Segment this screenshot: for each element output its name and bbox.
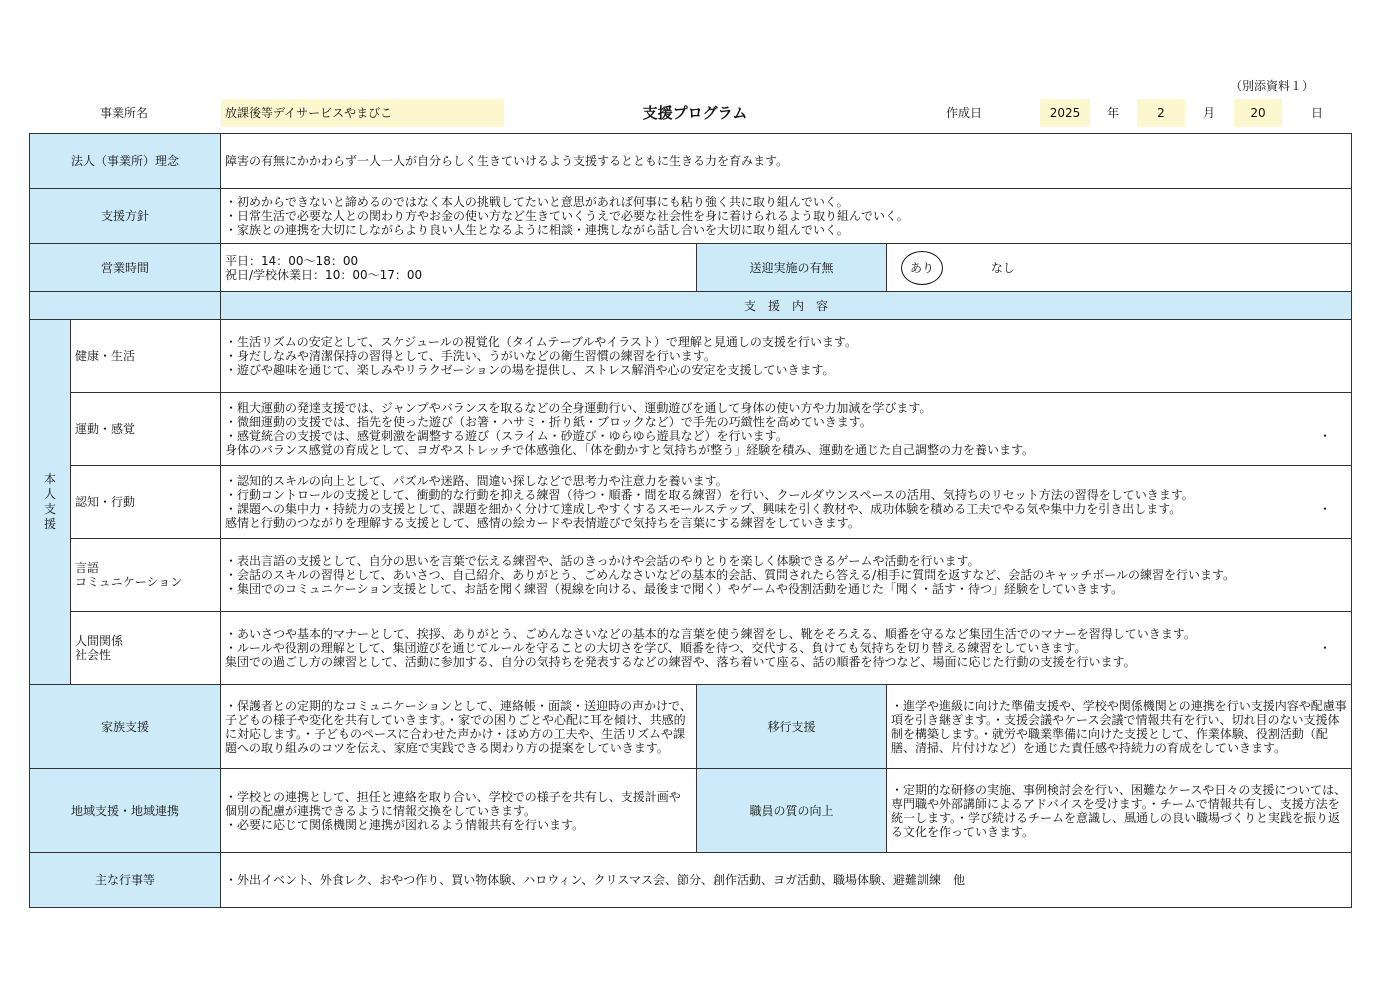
transport-options (887, 244, 1352, 292)
hours-holiday: 祝日/学校休業日：10：00～17：00 (225, 267, 423, 282)
events-label: 主な行事等 (30, 853, 221, 908)
social-text[interactable] (221, 612, 1352, 685)
health-label: 健康・生活 (71, 320, 221, 393)
day-field[interactable]: 20 (1234, 99, 1282, 127)
motor-text[interactable] (221, 393, 1352, 466)
language-text[interactable] (221, 539, 1352, 612)
events-row (30, 853, 1352, 908)
events-text[interactable]: ・外出イベント、外食レク、おやつ作り、買い物体験、ハロウィン、クリスマス会、節分、創作活動、ヨガ活動、職場体験、避難訓練 他 (221, 853, 1352, 908)
motor-line: ・粗大運動の発達支援では、ジャンプやバランスを取るなどの全身運動行い、運動遊びを通して身体の使い方や力加減を学びます。 (225, 401, 932, 415)
policy-row (30, 189, 1352, 244)
language-line: ・表出言語の支援として、自分の思いを言葉で伝える練習や、話のきっかけや会話のやりとりを楽しく体験できるゲームや活動を行います。 (225, 554, 980, 568)
staff-text[interactable]: ・定期的な研修の実施、事例検討会を行い、困難なケースや日々の支援については、専門職や外部講師によるアドバイスを受けます。・チームで情報共有し、支援方法を統一します。・学び続けるチームを意識し、風通しの良い職場づくりと実践を振り返る文化を作っていきます。 (887, 769, 1352, 853)
community-text[interactable] (221, 769, 697, 853)
cognition-line: 感情と行動のつながりを理解する支援として、感情の絵カードや表情遊びで気持ちを言葉にする練習をしていきます。 (225, 516, 860, 530)
month-field[interactable]: 2 (1137, 99, 1185, 127)
office-name-field[interactable]: 放課後等デイサービスやまびこ (221, 99, 504, 127)
hours-text[interactable] (221, 244, 697, 292)
personal-row-language (30, 539, 1352, 612)
personal-row-health (30, 320, 1352, 393)
community-line: ・学校との連携として、担任と連絡を取り合い、学校での様子を共有し、支援計画や個別の配慮が連携できるように情報交換をしていきます。 (225, 789, 681, 818)
health-line: ・身だしなみや清潔保持の習得として、手洗い、うがいなどの衛生習慣の練習を行います。 (225, 349, 716, 363)
transition-text[interactable]: ・進学や進級に向けた準備支援や、学校や関係機関との連携を行い支援内容や配慮事項を引き継ぎます。・支援会議やケース会議で情報共有を行い、切れ目のない支援体制を構築します。・就労や職業準備に向けた支援として、作業体験、役割活動（配膳、清掃、片付けなど）を通じた責任感や持続力の育成をしていきます。 (887, 685, 1352, 769)
year-unit: 年 (1107, 106, 1120, 120)
support-content-blank (30, 292, 221, 320)
staff-label: 職員の質の向上 (697, 769, 887, 853)
motor-line: ・感覚統合の支援では、感覚刺激を調整する遊び（スライム・砂遊び・ゆらゆら遊具など）を行います。 (225, 429, 788, 443)
community-staff-row (30, 769, 1352, 853)
social-line: ・あいさつや基本的マナーとして、挨拶、ありがとう、ごめんなさいなどの基本的な言葉を使う練習をし、靴をそろえる、順番を守るなど集団生活でのマナーを習得していきます。 (225, 627, 1196, 641)
community-line: ・必要に応じて関係機関と連携が図れるよう情報共有を行います。 (225, 817, 585, 832)
bullet-mark: ・ (1319, 641, 1332, 655)
hours-row (30, 244, 1352, 292)
cognition-label: 認知・行動 (71, 466, 221, 539)
policy-text[interactable] (221, 189, 1352, 244)
family-text[interactable]: ・保護者との定期的なコミュニケーションとして、連絡帳・面談・送迎時の声かけで、子どもの様子や変化を共有していきます。・家での困りごとや心配に耳を傾け、共感的に対応します。・子どものペースに合わせた声かけ・ほめ方の工夫や、生活リズムや課題への取り組みのコツを伝え、家庭で実践できる関わり方の提案をしていきます。 (221, 685, 697, 769)
personal-support-label (30, 320, 71, 685)
health-line: ・生活リズムの安定として、スケジュールの視覚化（タイムテーブルやイラスト）で理解と見通しの支援を行います。 (225, 335, 857, 349)
social-label-line: 社会性 (75, 648, 112, 662)
family-label: 家族支援 (30, 685, 221, 769)
motor-label: 運動・感覚 (71, 393, 221, 466)
language-label-line: コミュニケーション (75, 575, 183, 589)
transport-yes-option[interactable]: あり (901, 251, 943, 285)
motor-line: ・微細運動の支援では、指先を使った遊び（お箸・ハサミ・折り紙・ブロックなど）で手先の巧緻性を高めていきます。 (225, 415, 872, 429)
social-line: ・ルールや役割の理解として、集団遊びを通じてルールを守ることの大切さを学び、順番を待つ、交代する、負けても気持ちを切り替える練習をしていきます。 (225, 641, 1087, 655)
support-content-header-row (30, 292, 1352, 320)
language-label (71, 539, 221, 612)
transport-label: 送迎実施の有無 (697, 244, 887, 292)
family-transition-row (30, 685, 1352, 769)
language-line: ・会話のスキルの習得として、あいさつ、自己紹介、ありがとう、ごめんなさいなどの基本的会話、質問されたら答える/相手に質問を返すなど、会話のキャッチボールの練習を行います。 (225, 568, 1236, 582)
language-label-line: 言語 (75, 561, 100, 575)
policy-line: ・初めからできないと諦めるのではなく本人の挑戦してたいと意思があれば何事にも粘り強く共に取り組んでいく。 (225, 195, 849, 209)
social-label (71, 612, 221, 685)
hours-label: 営業時間 (30, 244, 221, 292)
personal-row-social (30, 612, 1352, 685)
social-line: 集団での過ごし方の練習として、活動に参加する、自分の気持ちを発表するなどの練習や、落ち着いて座る、話の順番を待つなど、場面に応じた行動の支援を行います。 (225, 655, 1136, 669)
community-label: 地域支援・地域連携 (30, 769, 221, 853)
health-text[interactable] (221, 320, 1352, 393)
hours-weekday: 平日：14：00～18：00 (225, 253, 359, 268)
support-content-header: 支 援 内 容 (221, 292, 1352, 320)
created-date-label: 作成日 (946, 106, 983, 120)
office-label: 事業所名 (100, 106, 149, 120)
personal-row-cognition (30, 466, 1352, 539)
year-field[interactable]: 2025 (1040, 99, 1090, 127)
health-line: ・遊びや趣味を通じて、楽しみやリラクゼーションの場を提供し、ストレス解消や心の安定を支援していきます。 (225, 363, 835, 377)
personal-support-label-text: 本人支援 (43, 472, 56, 531)
appendix-label: （別添資料１） (1230, 79, 1315, 93)
bullet-mark: ・ (1319, 429, 1332, 443)
transport-no-option[interactable]: なし (990, 260, 1015, 275)
day-unit: 日 (1311, 106, 1324, 120)
page-title: 支援プログラム (642, 104, 748, 122)
social-label-line: 人間関係 (75, 634, 124, 648)
philosophy-text[interactable]: 障害の有無にかかわらず一人一人が自分らしく生きていけるよう支援するとともに生きる力を育みます。 (221, 134, 1352, 189)
policy-line: ・日常生活で必要な人との関わり方やお金の使い方など生きていくうえで必要な社会性を身に着けられるよう取り組んでいく。 (225, 209, 909, 223)
cognition-line: ・認知的スキルの向上として、パズルや迷路、間違い探しなどで思考力や注意力を養います。 (225, 474, 728, 488)
philosophy-row (30, 134, 1352, 189)
month-unit: 月 (1203, 106, 1216, 120)
language-line: ・集団でのコミュニケーション支援として、お話を聞く練習（視線を向ける、最後まで聞く）やゲームや役割活動を通じた「聞く・話す・待つ」経験をしていきます。 (225, 582, 1124, 596)
transition-label: 移行支援 (697, 685, 887, 769)
cognition-line: ・課題への集中力・持続力の支援として、課題を細かく分けて達成しやすくするスモールステップ、興味を引く教材や、成功体験を積める工夫でやる気や集中力を引き出します。 (225, 502, 1182, 516)
policy-label: 支援方針 (30, 189, 221, 244)
cognition-line: ・行動コントロールの支援として、衝動的な行動を抑える練習（待つ・順番・間を取る練習）を行い、クールダウンスペースの活用、気持ちのリセット方法の習得をしていきます。 (225, 488, 1194, 502)
philosophy-label: 法人（事業所）理念 (30, 134, 221, 189)
bullet-mark: ・ (1319, 502, 1332, 516)
policy-line: ・家族との連携を大切にしながらより良い人生となるように相談・連携しながら話し合いを大切に取り組んでいく。 (225, 223, 849, 237)
motor-line: 身体のバランス感覚の育成として、ヨガやストレッチで体感強化、「体を動かすと気持ちが整う」経験を積み、運動を通じた自己調整の力を養います。 (225, 443, 1035, 457)
personal-row-motor (30, 393, 1352, 466)
cognition-text[interactable] (221, 466, 1352, 539)
support-program-table (29, 133, 1352, 908)
